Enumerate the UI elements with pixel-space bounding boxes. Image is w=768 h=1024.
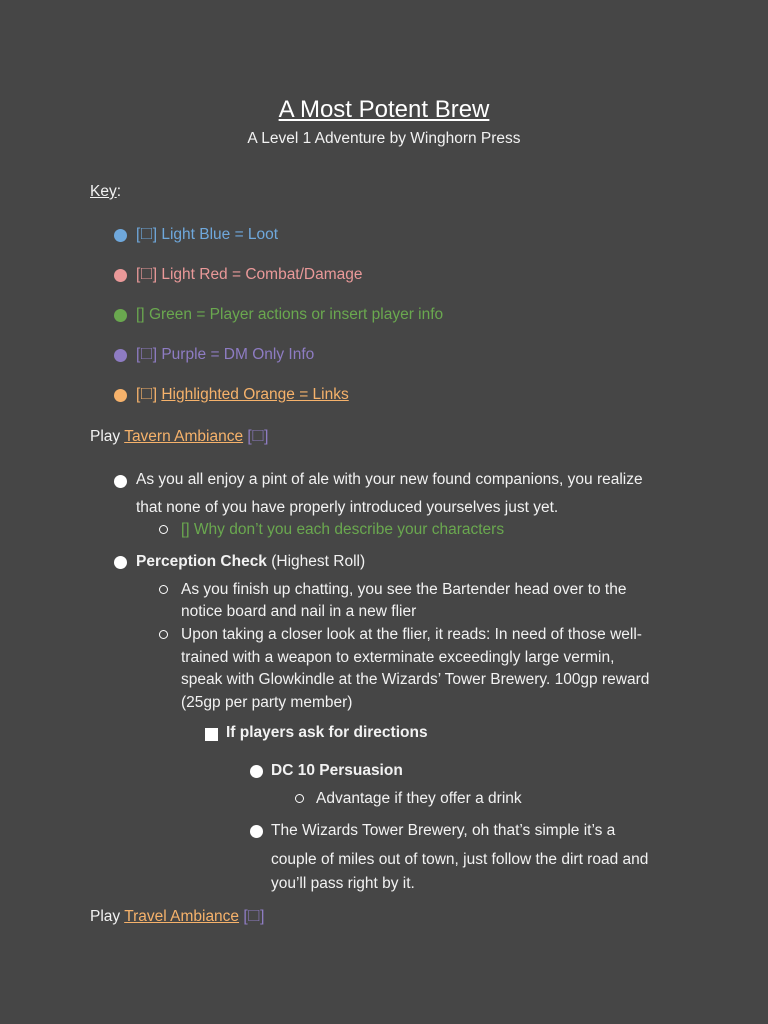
bullet-icon — [250, 825, 263, 838]
key-item-text[interactable]: Highlighted Orange = Links — [161, 386, 349, 403]
key-item-marker: [🞎] — [136, 346, 158, 363]
play-label: Play — [90, 428, 121, 445]
bullet-icon — [114, 556, 127, 569]
green-dot-icon — [114, 309, 127, 322]
chatting-line-1: As you finish up chatting, you see the Bartender head over to the — [181, 581, 627, 598]
bullet-icon — [114, 475, 127, 488]
key-item-text: Green = Player actions or insert player info — [148, 306, 444, 323]
document-subtitle: A Level 1 Adventure by Winghorn Press — [247, 130, 521, 147]
key-item-marker: [] — [136, 306, 145, 323]
flier-line-2: trained with a weapon to exterminate exceedingly large vermin, — [181, 649, 615, 666]
purple-dot-icon — [114, 349, 127, 362]
key-item-player-actions — [136, 306, 443, 324]
travel-marker: [🞎] — [243, 908, 265, 925]
flier-line-1: Upon taking a closer look at the flier, it reads: In need of those well- — [181, 626, 642, 643]
answer-line-2: couple of miles out of town, just follow the dirt road and — [271, 851, 649, 868]
play-tavern-line — [90, 428, 268, 446]
perception-check-title: Perception Check — [136, 553, 267, 570]
key-item-dm-info — [136, 346, 314, 364]
key-item-combat — [136, 266, 363, 284]
intro-line-1: As you all enjoy a pint of ale with your new found companions, you realize — [136, 471, 643, 488]
blue-dot-icon — [114, 229, 127, 242]
key-item-marker: [🞎] — [136, 226, 158, 243]
tavern-marker: [🞎] — [247, 428, 269, 445]
key-heading — [90, 183, 121, 201]
sub-bullet-icon — [159, 585, 168, 594]
advantage-note: Advantage if they offer a drink — [316, 790, 522, 807]
square-bullet-icon — [205, 728, 218, 741]
sub-bullet-icon — [159, 630, 168, 639]
directions-heading: If players ask for directions — [226, 724, 428, 741]
play-label: Play — [90, 908, 121, 925]
key-item-marker: [🞎] — [136, 386, 158, 403]
document-title: A Most Potent Brew — [278, 96, 490, 123]
travel-ambiance-link[interactable]: Travel Ambiance — [124, 908, 240, 925]
key-item-links — [136, 386, 349, 404]
key-item-text: Light Blue = Loot — [161, 226, 279, 243]
key-item-text: Light Red = Combat/Damage — [161, 266, 363, 283]
chatting-line-2: notice board and nail in a new flier — [181, 603, 417, 620]
sub-bullet-icon — [159, 525, 168, 534]
persuasion-check: DC 10 Persuasion — [271, 762, 403, 779]
answer-line-3: you’ll pass right by it. — [271, 875, 415, 892]
red-dot-icon — [114, 269, 127, 282]
orange-dot-icon — [114, 389, 127, 402]
sub-bullet-icon — [295, 794, 304, 803]
key-item-text: Purple = DM Only Info — [161, 346, 315, 363]
key-item-loot — [136, 226, 278, 244]
perception-check-line — [136, 553, 365, 571]
intro-line-2: that none of you have properly introduced yourselves just yet. — [136, 499, 559, 516]
flier-line-3: speak with Glowkindle at the Wizards’ Tower Brewery. 100gp reward — [181, 671, 650, 688]
key-item-marker: [🞎] — [136, 266, 158, 283]
describe-characters-prompt: [] Why don’t you each describe your characters — [181, 521, 505, 538]
bullet-icon — [250, 765, 263, 778]
answer-line-1: The Wizards Tower Brewery, oh that’s simple it’s a — [271, 822, 616, 839]
flier-line-4: (25gp per party member) — [181, 694, 353, 711]
key-colon: : — [116, 183, 122, 200]
play-travel-line — [90, 908, 264, 926]
perception-check-note: (Highest Roll) — [266, 553, 366, 570]
key-label: Key — [90, 183, 117, 200]
tavern-ambiance-link[interactable]: Tavern Ambiance — [124, 428, 244, 445]
